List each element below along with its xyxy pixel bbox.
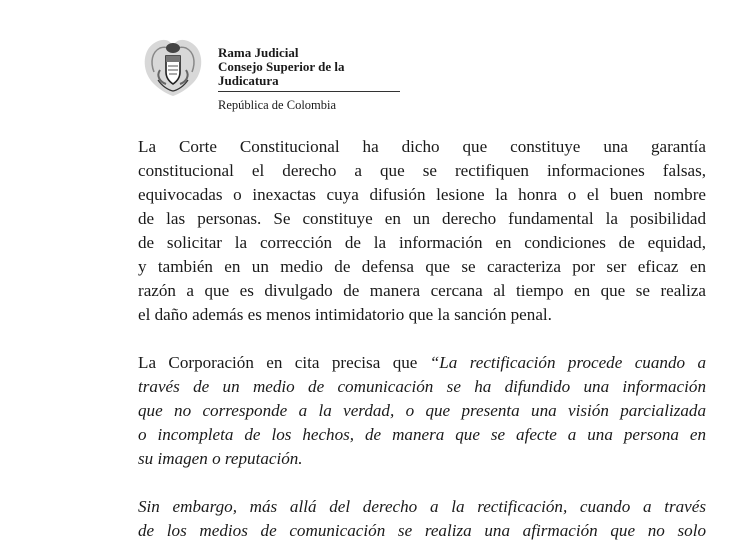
- paragraph-1: [138, 135, 706, 327]
- paragraph-2-line: que no corresponde a la verdad, o que presenta una visión parcializada: [138, 401, 706, 420]
- paragraph-3: [138, 495, 706, 543]
- paragraph-1-line: constitucional el derecho a que se rectifiquen informaciones falsas,: [138, 161, 706, 180]
- paragraph-1-line: el daño además es menos intimidatorio que la sanción penal.: [138, 305, 552, 324]
- paragraph-1-line: de solicitar la corrección de la información en condiciones de equidad,: [138, 233, 706, 252]
- paragraph-2-intro: La Corporación en cita precisa que: [138, 353, 430, 372]
- rama-judicial-label: Rama Judicial: [218, 45, 299, 60]
- consejo-superior-label: Consejo Superior de la Judicatura: [218, 60, 400, 92]
- paragraph-2-first-line: [138, 351, 706, 375]
- paragraph-3-line: de los medios de comunicación se realiza una afirmación que no solo: [138, 521, 706, 540]
- paragraph-2-line: o incompleta de los hechos, de manera que se afecte a una persona en: [138, 425, 706, 444]
- paragraph-1-line: razón a que es divulgado de manera cercana al tiempo en que se realiza: [138, 281, 706, 300]
- republica-label: República de Colombia: [218, 98, 337, 112]
- document-body: [138, 135, 706, 543]
- institution-name: [218, 46, 400, 112]
- paragraph-1-line: y también en un medio de defensa que se caracteriza por ser eficaz en: [138, 257, 706, 276]
- paragraph-2: [138, 351, 706, 471]
- letterhead: [140, 36, 400, 112]
- quote-start: “La rectificación procede cuando a: [429, 353, 706, 372]
- paragraph-1-line: de las personas. Se constituye en un derecho fundamental la posibilidad: [138, 209, 706, 228]
- paragraph-2-line: través de un medio de comunicación se ha difundido una información: [138, 377, 706, 396]
- paragraph-2-line: su imagen o reputación.: [138, 449, 303, 468]
- coat-of-arms-icon: [140, 36, 206, 98]
- paragraph-1-line: La Corte Constitucional ha dicho que constituye una garantía: [138, 137, 706, 156]
- paragraph-1-line: equivocadas o inexactas cuya difusión lesione la honra o el buen nombre: [138, 185, 706, 204]
- paragraph-3-line: Sin embargo, más allá del derecho a la rectificación, cuando a través: [138, 497, 706, 516]
